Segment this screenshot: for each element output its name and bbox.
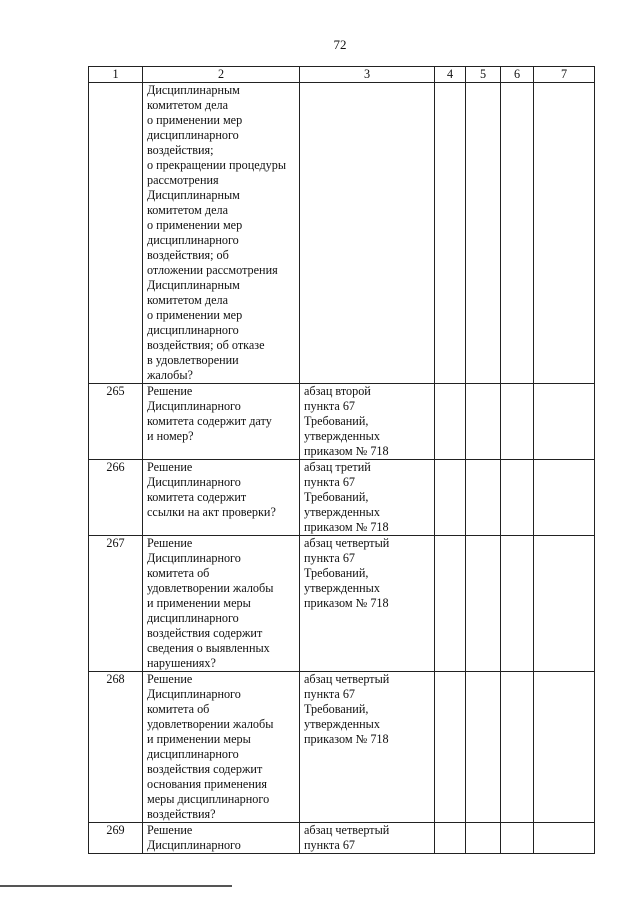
question-line: о применении мер: [147, 113, 243, 127]
question-line: Дисциплинарного: [147, 838, 241, 852]
empty-cell: [501, 672, 534, 823]
question-line: нарушениях?: [147, 656, 216, 670]
question-line: комитетом дела: [147, 293, 229, 307]
question-line: дисциплинарного: [147, 128, 239, 142]
reference-line: утвержденных: [304, 581, 380, 595]
empty-cell: [534, 672, 595, 823]
question-line: комитетом дела: [147, 98, 229, 112]
question-line: Решение: [147, 384, 193, 398]
question-line: рассмотрения: [147, 173, 219, 187]
item-number: 267: [89, 536, 143, 672]
column-header: 5: [466, 67, 501, 83]
question-line: комитетом дела: [147, 203, 229, 217]
empty-cell: [534, 460, 595, 536]
reference-cell: [300, 536, 435, 672]
question-cell: [143, 536, 300, 672]
question-line: ссылки на акт проверки?: [147, 505, 276, 519]
reference-line: абзац четвертый: [304, 823, 390, 837]
table-row: [89, 83, 595, 384]
question-line: основания применения: [147, 777, 267, 791]
question-cell: [143, 384, 300, 460]
item-number: 266: [89, 460, 143, 536]
empty-cell: [501, 384, 534, 460]
reference-line: пункта 67: [304, 551, 356, 565]
question-line: комитета содержит дату: [147, 414, 272, 428]
reference-line: пункта 67: [304, 399, 356, 413]
empty-cell: [435, 672, 466, 823]
reference-line: Требований,: [304, 702, 369, 716]
reference-line: приказом № 718: [304, 732, 389, 746]
empty-cell: [466, 536, 501, 672]
empty-cell: [501, 460, 534, 536]
question-line: дисциплинарного: [147, 747, 239, 761]
reference-line: абзац второй: [304, 384, 371, 398]
page-number: 72: [333, 37, 347, 52]
question-line: жалобы?: [147, 368, 193, 382]
reference-cell: [300, 460, 435, 536]
empty-cell: [435, 83, 466, 384]
reference-cell: [300, 672, 435, 823]
empty-cell: [534, 384, 595, 460]
item-number: 268: [89, 672, 143, 823]
question-line: Решение: [147, 536, 193, 550]
reference-line: приказом № 718: [304, 520, 389, 534]
column-header: 6: [501, 67, 534, 83]
question-line: Решение: [147, 460, 193, 474]
question-line: воздействия; об отказе: [147, 338, 265, 352]
checklist-table: [88, 66, 595, 854]
question-line: воздействия содержит: [147, 762, 263, 776]
empty-cell: [466, 384, 501, 460]
question-line: о применении мер: [147, 308, 243, 322]
header-row: [89, 67, 595, 83]
reference-line: пункта 67: [304, 838, 356, 852]
reference-line: абзац третий: [304, 460, 371, 474]
question-line: сведения о выявленных: [147, 641, 270, 655]
question-line: и применении меры: [147, 732, 251, 746]
empty-cell: [466, 460, 501, 536]
question-line: удовлетворении жалобы: [147, 717, 274, 731]
question-line: комитета содержит: [147, 490, 247, 504]
question-line: и номер?: [147, 429, 194, 443]
empty-cell: [466, 83, 501, 384]
empty-cell: [435, 384, 466, 460]
question-line: воздействия?: [147, 807, 216, 821]
question-cell: [143, 823, 300, 854]
empty-cell: [534, 823, 595, 854]
question-line: меры дисциплинарного: [147, 792, 270, 806]
question-line: комитета об: [147, 702, 210, 716]
question-line: Дисциплинарным: [147, 188, 240, 202]
empty-cell: [534, 83, 595, 384]
table-row: [89, 823, 595, 854]
question-line: Дисциплинарного: [147, 475, 241, 489]
question-line: воздействия содержит: [147, 626, 263, 640]
reference-line: Требований,: [304, 566, 369, 580]
reference-line: приказом № 718: [304, 596, 389, 610]
empty-cell: [534, 536, 595, 672]
question-cell: [143, 460, 300, 536]
table-row: [89, 460, 595, 536]
question-line: Решение: [147, 672, 193, 686]
reference-cell: [300, 823, 435, 854]
reference-cell: [300, 83, 435, 384]
column-header: 7: [534, 67, 595, 83]
empty-cell: [501, 823, 534, 854]
question-line: дисциплинарного: [147, 611, 239, 625]
column-header: 2: [143, 67, 300, 83]
question-line: дисциплинарного: [147, 323, 239, 337]
item-number: 269: [89, 823, 143, 854]
question-line: о применении мер: [147, 218, 243, 232]
empty-cell: [466, 672, 501, 823]
table-row: [89, 672, 595, 823]
question-cell: [143, 83, 300, 384]
reference-line: абзац четвертый: [304, 672, 390, 686]
question-line: Дисциплинарным: [147, 278, 240, 292]
question-line: Дисциплинарного: [147, 551, 241, 565]
reference-line: абзац четвертый: [304, 536, 390, 550]
reference-line: Требований,: [304, 414, 369, 428]
question-line: воздействия;: [147, 143, 214, 157]
question-line: о прекращении процедуры: [147, 158, 287, 172]
column-header: 1: [89, 67, 143, 83]
question-line: воздействия; об: [147, 248, 229, 262]
column-header: 4: [435, 67, 466, 83]
question-line: Дисциплинарного: [147, 687, 241, 701]
item-number: [89, 83, 143, 384]
question-line: отложении рассмотрения: [147, 263, 278, 277]
question-line: удовлетворении жалобы: [147, 581, 274, 595]
empty-cell: [435, 536, 466, 672]
question-line: и применении меры: [147, 596, 251, 610]
reference-line: утвержденных: [304, 717, 380, 731]
page-edge-rule: [0, 885, 232, 887]
empty-cell: [435, 823, 466, 854]
question-line: Решение: [147, 823, 193, 837]
reference-line: Требований,: [304, 490, 369, 504]
reference-line: утвержденных: [304, 505, 380, 519]
table-row: [89, 536, 595, 672]
column-header: 3: [300, 67, 435, 83]
question-line: в удовлетворении: [147, 353, 239, 367]
empty-cell: [466, 823, 501, 854]
reference-line: пункта 67: [304, 475, 356, 489]
question-line: дисциплинарного: [147, 233, 239, 247]
question-line: Дисциплинарным: [147, 83, 240, 97]
reference-cell: [300, 384, 435, 460]
empty-cell: [435, 460, 466, 536]
empty-cell: [501, 536, 534, 672]
question-line: Дисциплинарного: [147, 399, 241, 413]
question-line: комитета об: [147, 566, 210, 580]
item-number: 265: [89, 384, 143, 460]
question-cell: [143, 672, 300, 823]
empty-cell: [501, 83, 534, 384]
table-row: [89, 384, 595, 460]
reference-line: пункта 67: [304, 687, 356, 701]
reference-line: утвержденных: [304, 429, 380, 443]
reference-line: приказом № 718: [304, 444, 389, 458]
